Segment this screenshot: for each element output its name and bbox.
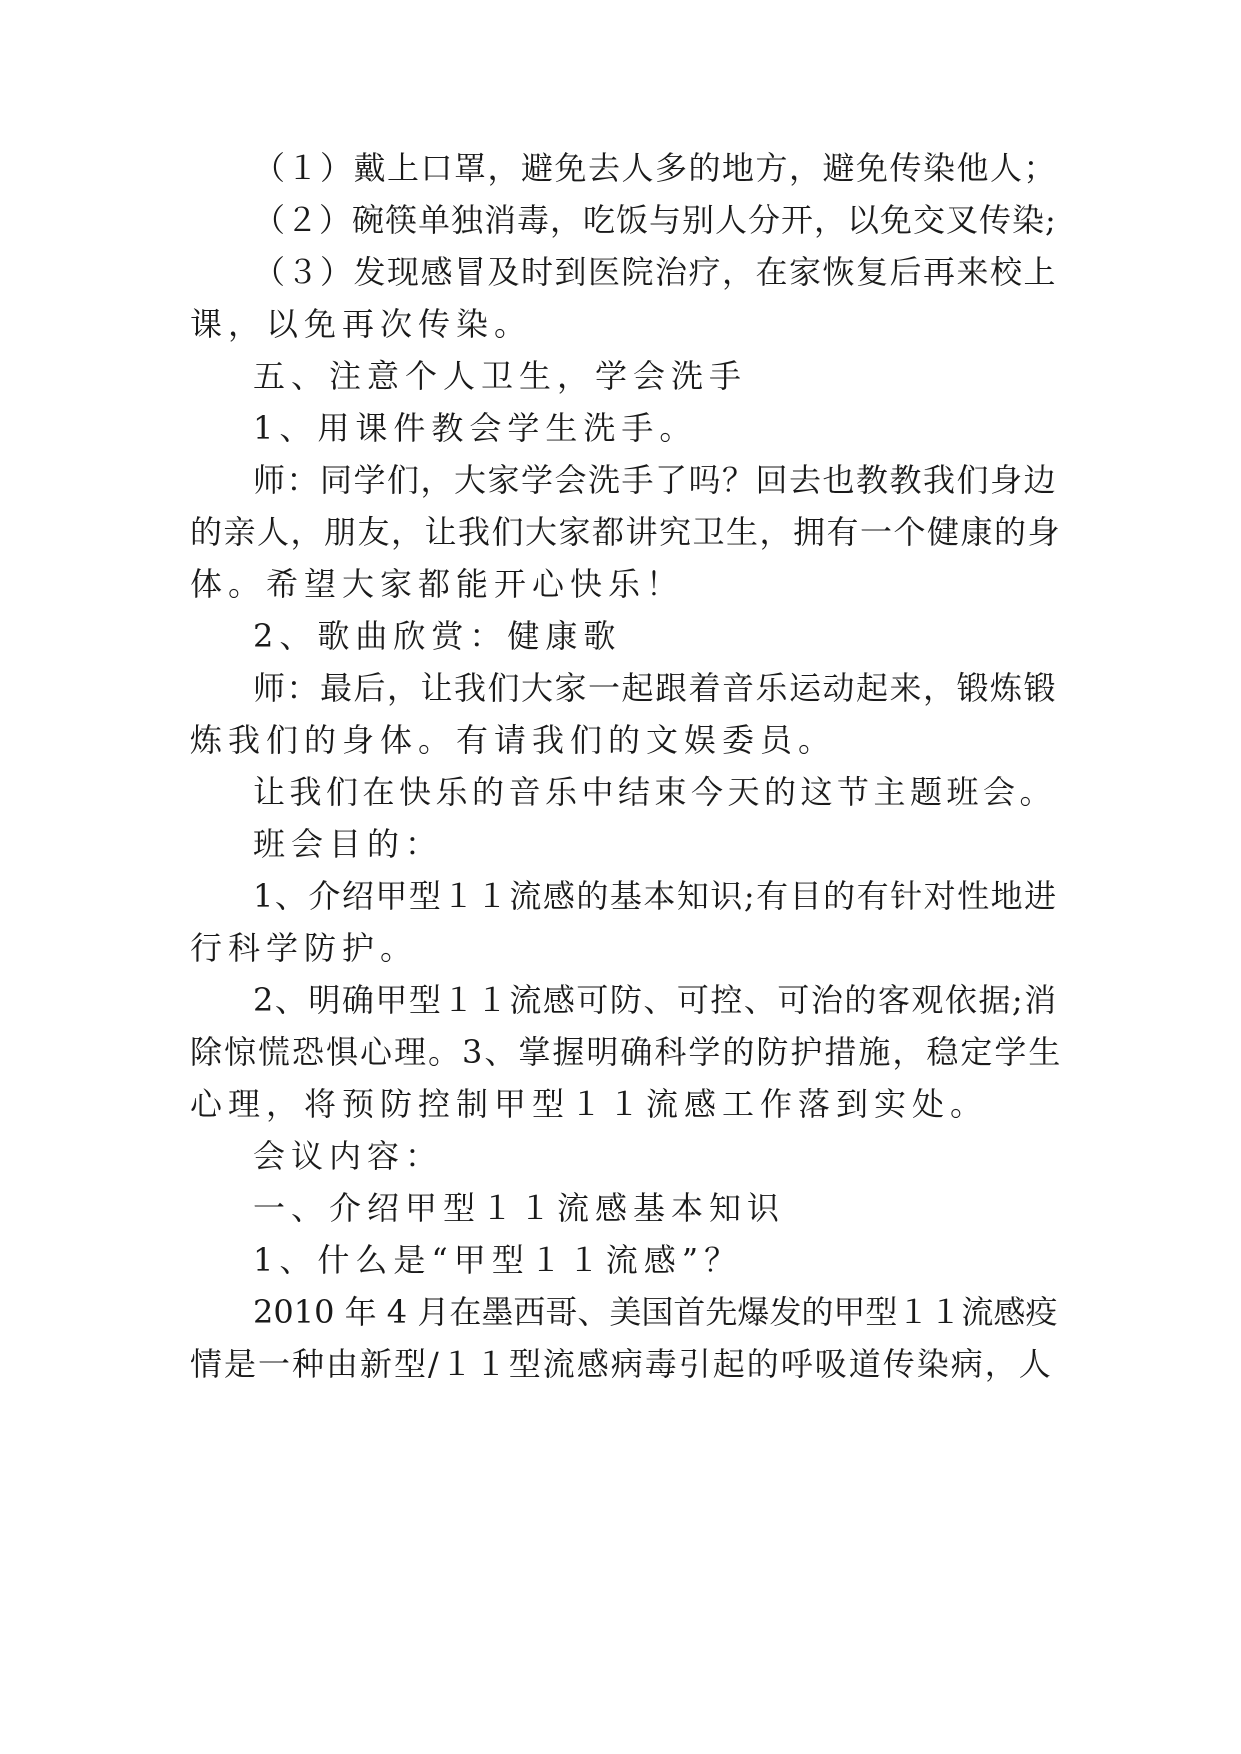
paragraph-line: 的亲人，朋友，让我们大家都讲究卫生，拥有一个健康的身	[190, 513, 1062, 551]
paragraph-line: 课，以免再次传染。	[190, 305, 533, 343]
paragraph-line: 让我们在快乐的音乐中结束今天的这节主题班会。	[253, 773, 1057, 811]
paragraph-line: 1、介绍甲型１１流感的基本知识;有目的有针对性地进	[253, 877, 1058, 915]
paragraph-line: 2、歌曲欣赏：健康歌	[253, 617, 622, 655]
paragraph-line: （１）戴上口罩，避免去人多的地方，避免传染他人；	[253, 149, 1058, 187]
paragraph-line: 1、用课件教会学生洗手。	[253, 409, 698, 447]
paragraph-line: 行科学防护。	[190, 929, 419, 967]
paragraph-line: 1、什么是“甲型１１流感”？	[253, 1241, 743, 1279]
paragraph-line: 除惊慌恐惧心理。3、掌握明确科学的防护措施，稳定学生	[190, 1033, 1063, 1071]
paragraph-line: 2、明确甲型１１流感可防、可控、可治的客观依据;消	[253, 981, 1058, 1019]
paragraph-line: 情是一种由新型/１１型流感病毒引起的呼吸道传染病，人	[190, 1345, 1053, 1383]
paragraph-line: 炼我们的身体。有请我们的文娱委员。	[190, 721, 837, 759]
paragraph-line: （３）发现感冒及时到医院治疗，在家恢复后再来校上	[253, 253, 1058, 291]
paragraph-line: （２）碗筷单独消毒，吃饭与别人分开，以免交叉传染;	[253, 201, 1057, 239]
paragraph-line: 心理，将预防控制甲型１１流感工作落到实处。	[190, 1085, 989, 1123]
paragraph-line: 2010 年 4 月在墨西哥、美国首先爆发的甲型１１流感疫	[253, 1293, 1058, 1331]
paragraph-line: 体。希望大家都能开心快乐！	[190, 565, 685, 603]
paragraph-line: 师：同学们，大家学会洗手了吗？回去也教教我们身边	[253, 461, 1058, 499]
section-heading: 班会目的：	[253, 825, 444, 863]
paragraph-line: 师：最后，让我们大家一起跟着音乐运动起来，锻炼锻	[253, 669, 1058, 707]
section-heading: 会议内容：	[253, 1137, 444, 1175]
section-heading: 五、注意个人卫生，学会洗手	[253, 357, 748, 395]
section-heading: 一、介绍甲型１１流感基本知识	[253, 1189, 786, 1227]
